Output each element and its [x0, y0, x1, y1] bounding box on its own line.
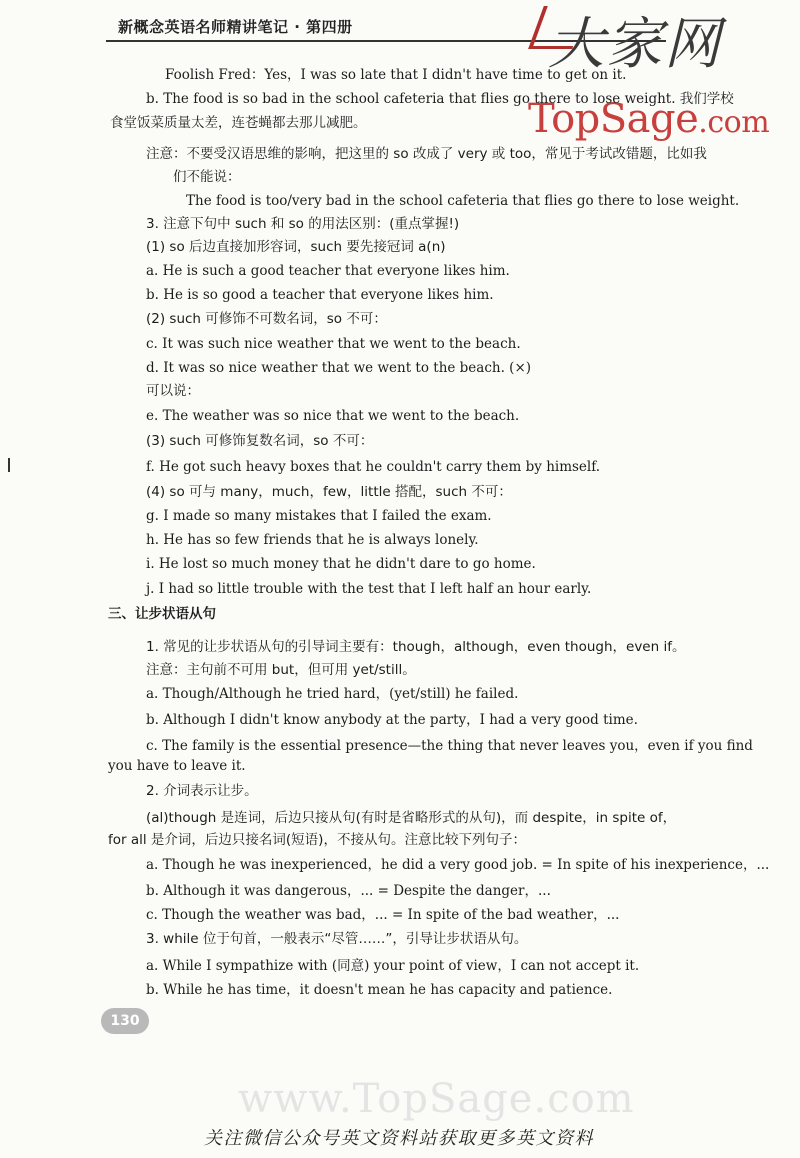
text-line: a. Though he was inexperienced，he did a very good job. = In spite of his inexperience，... — [146, 857, 770, 873]
text-line: f. He got such heavy boxes that he couldn't carry them by himself. — [146, 459, 601, 475]
text-line: (2) such 可修饰不可数名词，so 不可： — [146, 311, 387, 327]
text-line: 2. 介词表示让步。 — [146, 783, 258, 799]
text-line: 1. 常见的让步状语从句的引导词主要有：though，although，even though，even if。 — [146, 639, 686, 655]
text-line: (1) so 后边直接加形容词，such 要先接冠词 a(n) — [146, 239, 446, 255]
text-line: e. The weather was so nice that we went to the beach. — [146, 408, 520, 424]
text-line: c. Though the weather was bad，... = In spite of the bad weather，... — [146, 907, 620, 923]
text-line: b. He is so good a teacher that everyone likes him. — [146, 287, 494, 303]
text-line: a. Though/Although he tried hard，(yet/still) he failed. — [146, 686, 519, 702]
text-line: 可以说： — [146, 383, 200, 399]
text-line: c. It was such nice weather that we went to the beach. — [146, 336, 521, 352]
text-line: a. He is such a good teacher that everyone likes him. — [146, 263, 510, 279]
text-line: 3. while 位于句首，一般表示“尽管……”，引导让步状语从句。 — [146, 931, 528, 947]
text-line: i. He lost so much money that he didn't dare to go home. — [146, 556, 536, 572]
text-line: (al)though 是连词，后边只接从句(有时是省略形式的从句)，而 despite，in spite of， — [146, 810, 677, 826]
footer-note: 关注微信公众号英文资料站获取更多英文资料 — [204, 1128, 594, 1149]
text-line: c. The family is the essential presence—the thing that never leaves you，even if you find — [146, 738, 753, 754]
section-heading: 三、让步状语从句 — [108, 606, 216, 622]
text-line: a. While I sympathize with (同意) your point of view，I can not accept it. — [146, 958, 640, 974]
text-line: b. Although I didn't know anybody at the party，I had a very good time. — [146, 712, 638, 728]
text-line: 注意：主句前不可用 but，但可用 yet/still。 — [146, 662, 416, 678]
text-line: Foolish Fred：Yes，I was so late that I didn't have time to get on it. — [165, 67, 627, 83]
footer-watermark-url: www.TopSage.com — [238, 1076, 635, 1122]
watermark-en-name: TopSage — [528, 96, 699, 142]
watermark-en-suffix: .com — [698, 105, 770, 140]
text-line: you have to leave it. — [108, 758, 246, 774]
text-line: g. I made so many mistakes that I failed the exam. — [146, 508, 492, 524]
text-line: The food is too/very bad in the school cafeteria that flies go there to lose weight. — [186, 193, 740, 209]
text-line: 们不能说： — [173, 169, 241, 185]
watermark-cn: 大家网 — [548, 12, 722, 77]
text-line: b. While he has time，it doesn't mean he has capacity and patience. — [146, 982, 613, 998]
text-line: d. It was so nice weather that we went to the beach. (×) — [146, 360, 532, 376]
text-line: j. I had so little trouble with the test that I left half an hour early. — [146, 581, 592, 597]
text-line: h. He has so few friends that he is always lonely. — [146, 532, 479, 548]
text-line: 食堂饭菜质量太差，连苍蝇都去那儿减肥。 — [110, 115, 367, 131]
text-line: b. Although it was dangerous，... = Despite the danger，... — [146, 883, 551, 899]
text-line: (4) so 可与 many，much，few，little 搭配，such 不可： — [146, 484, 512, 500]
text-line: (3) such 可修饰复数名词，so 不可： — [146, 433, 374, 449]
text-line: b. The food is so bad in the school cafeteria that flies go there to lose weight. 我们学校 — [146, 91, 734, 107]
text-line: 3. 注意下句中 such 和 so 的用法区别：(重点掌握!) — [146, 216, 460, 232]
page-number: 130 — [101, 1008, 149, 1034]
book-title: 新概念英语名师精讲笔记 · 第四册 — [118, 18, 353, 36]
text-line: 注意：不要受汉语思维的影响，把这里的 so 改成了 very 或 too，常见于考试改错题，比如我 — [146, 146, 707, 162]
text-line: for all 是介词，后边只接名词(短语)，不接从句。注意比较下列句子： — [108, 832, 526, 848]
